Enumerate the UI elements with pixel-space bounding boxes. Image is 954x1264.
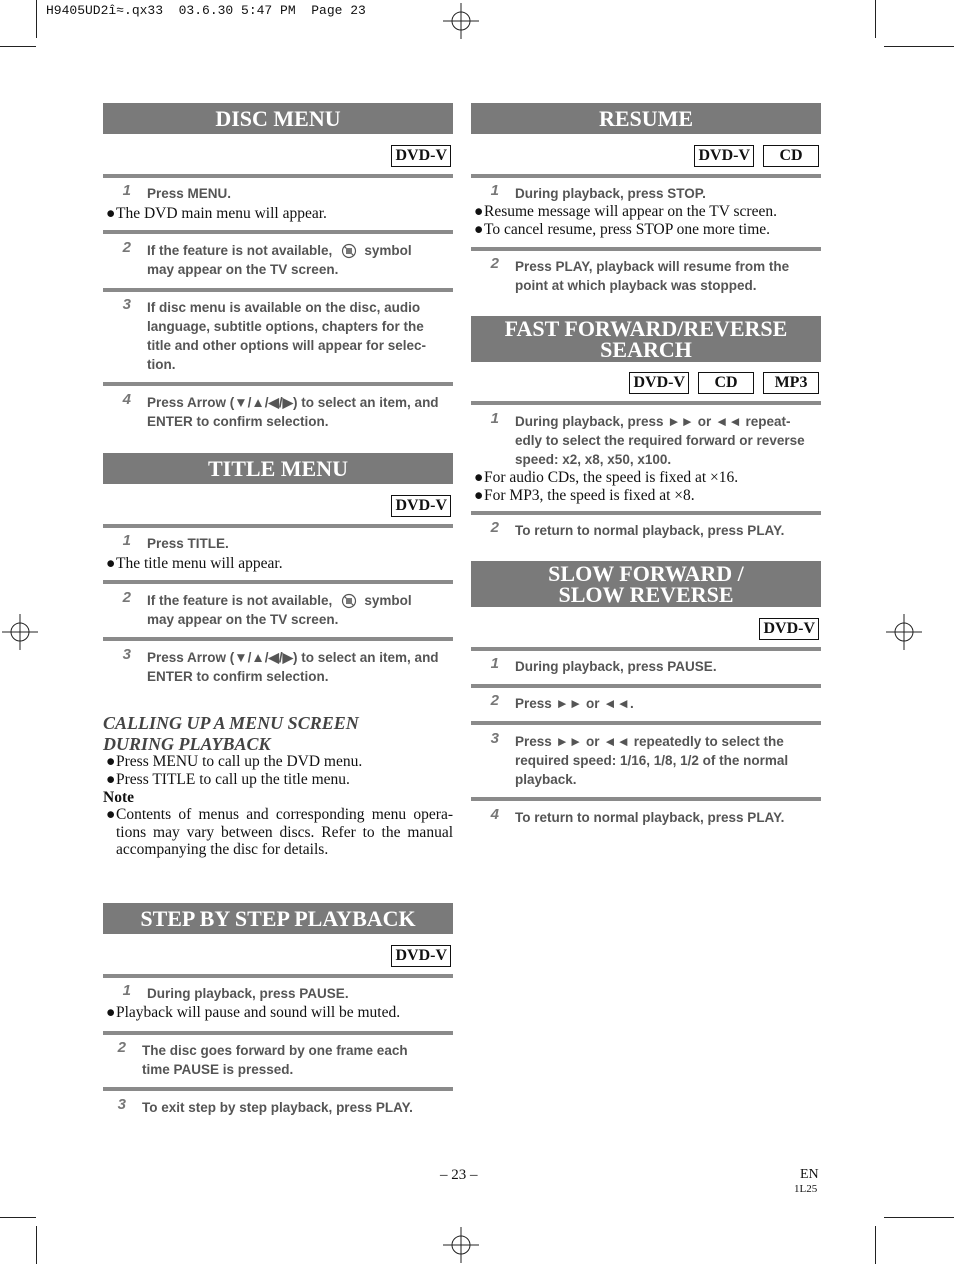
bullet-item: ● For MP3, the speed is fixed at ×8. bbox=[474, 486, 695, 504]
step-text: Press PLAY, playback will resume from the point at which playback was stopped. bbox=[515, 259, 790, 293]
step-text: Press Arrow (▼/▲/◀/▶) to select an item, and ENTER to confirm selection. bbox=[147, 395, 439, 429]
step-text: If disc menu is available on the disc, audio language, subtitle options, chapters for the title and other options will appear for selec-tion. bbox=[147, 300, 427, 372]
step-2 bbox=[471, 694, 821, 713]
step-number: 2 bbox=[122, 239, 131, 256]
step-number: 2 bbox=[117, 1039, 126, 1056]
bullet-list bbox=[106, 555, 453, 573]
step-number: 1 bbox=[122, 532, 131, 549]
divider bbox=[103, 288, 453, 292]
divider bbox=[103, 174, 453, 178]
bullet-item: ● The title menu will appear. bbox=[106, 555, 283, 572]
divider bbox=[103, 524, 453, 528]
step-text: Press TITLE. bbox=[147, 536, 229, 551]
badge-dvd-v: DVD-V bbox=[391, 145, 451, 167]
badge-dvd-v: DVD-V bbox=[629, 372, 689, 394]
disc-menu-heading: DISC MENU bbox=[103, 103, 453, 134]
step-2 bbox=[471, 257, 821, 295]
divider bbox=[471, 401, 821, 405]
step-3 bbox=[103, 648, 453, 686]
divider bbox=[103, 580, 453, 584]
title-menu-heading: TITLE MENU bbox=[103, 453, 453, 484]
divider bbox=[471, 797, 821, 801]
step-text: During playback, press PAUSE. bbox=[147, 986, 349, 1001]
slow-heading: SLOW FORWARD / SLOW REVERSE bbox=[471, 561, 821, 607]
step-text: To return to normal playback, press PLAY. bbox=[515, 523, 785, 538]
crop-mark bbox=[0, 1217, 36, 1218]
crop-mark bbox=[875, 1226, 876, 1264]
step-2 bbox=[103, 591, 453, 629]
prohibited-hand-icon bbox=[340, 243, 358, 259]
step-number: 1 bbox=[122, 982, 131, 999]
step-2 bbox=[98, 1041, 453, 1079]
step-3 bbox=[98, 1098, 453, 1117]
divider bbox=[471, 511, 821, 515]
bullet-item: ● To cancel resume, press STOP one more time. bbox=[474, 220, 771, 238]
prohibited-hand-icon bbox=[340, 593, 358, 609]
note-text bbox=[106, 806, 453, 859]
badge-dvd-v: DVD-V bbox=[391, 495, 451, 517]
badge-dvd-v: DVD-V bbox=[391, 945, 451, 967]
divider bbox=[471, 247, 821, 251]
bullet-item: ● Playback will pause and sound will be muted. bbox=[106, 1004, 401, 1021]
divider bbox=[103, 230, 453, 234]
divider bbox=[471, 647, 821, 651]
resume-heading: RESUME bbox=[471, 103, 821, 134]
step-1 bbox=[103, 984, 453, 1003]
step-text: During playback, press PAUSE. bbox=[515, 659, 717, 674]
resume-badges bbox=[694, 145, 819, 167]
note-label: Note bbox=[103, 789, 134, 806]
step-number: 1 bbox=[490, 182, 499, 199]
crop-mark bbox=[884, 1217, 954, 1218]
divider bbox=[103, 382, 453, 386]
step-number: 2 bbox=[122, 589, 131, 606]
step-1 bbox=[471, 412, 821, 469]
registration-mark-icon bbox=[886, 614, 922, 650]
divider bbox=[103, 1087, 453, 1091]
step-number: 1 bbox=[490, 410, 499, 427]
step-text: During playback, press STOP. bbox=[515, 186, 706, 201]
divider bbox=[103, 637, 453, 641]
divider bbox=[103, 974, 453, 978]
slow-badges bbox=[759, 618, 819, 640]
crop-mark bbox=[36, 0, 37, 38]
step-number: 3 bbox=[490, 730, 499, 747]
registration-mark-icon bbox=[443, 1227, 479, 1263]
title-menu-badges bbox=[391, 495, 451, 517]
step-text: Press Arrow (▼/▲/◀/▶) to select an item, and ENTER to confirm selection. bbox=[147, 650, 439, 684]
disc-menu-badges bbox=[391, 145, 451, 167]
step-number: 1 bbox=[490, 655, 499, 672]
divider bbox=[471, 174, 821, 178]
bullet-item: ● Press MENU to call up the DVD menu. bbox=[106, 753, 363, 770]
step-3 bbox=[103, 298, 453, 374]
bullet-list bbox=[106, 753, 453, 788]
bullet-item: ● The DVD main menu will appear. bbox=[106, 205, 327, 222]
step-text: During playback, press ►► or ◄◄ repeat-edly to select the required forward or reverse speed: x2, x8, x50, x100. bbox=[515, 414, 805, 467]
language-code: EN bbox=[800, 1167, 819, 1182]
step-text: To exit step by step playback, press PLAY. bbox=[142, 1100, 413, 1115]
step-1 bbox=[103, 534, 453, 553]
badge-mp3: MP3 bbox=[763, 372, 819, 394]
step-number: 3 bbox=[117, 1096, 126, 1113]
step-number: 1 bbox=[122, 182, 131, 199]
bullet-list bbox=[474, 469, 821, 504]
step-text: Press MENU. bbox=[147, 186, 232, 201]
bullet-list bbox=[106, 1004, 453, 1022]
step-1 bbox=[471, 657, 821, 676]
bullet-item: ● Resume message will appear on the TV screen. bbox=[474, 203, 777, 220]
badge-dvd-v: DVD-V bbox=[759, 618, 819, 640]
step-number: 2 bbox=[490, 692, 499, 709]
step-4 bbox=[103, 393, 453, 431]
step-text: If the feature is not available, symbol may appear on the TV screen. bbox=[147, 593, 412, 627]
bullet-item: ● For audio CDs, the speed is fixed at ×16. bbox=[474, 469, 739, 486]
model-code: 1L25 bbox=[794, 1183, 818, 1195]
divider bbox=[471, 684, 821, 688]
registration-mark-icon bbox=[2, 614, 38, 650]
registration-mark-icon bbox=[443, 3, 479, 39]
step-number: 2 bbox=[490, 519, 499, 536]
bullet-list bbox=[106, 205, 453, 223]
calling-up-heading: CALLING UP A MENU SCREEN DURING PLAYBACK bbox=[103, 713, 359, 754]
step-text: The disc goes forward by one frame each time PAUSE is pressed. bbox=[142, 1043, 408, 1077]
badge-dvd-v: DVD-V bbox=[694, 145, 754, 167]
page-number: – 23 – bbox=[440, 1167, 478, 1183]
bullet-item: ● Contents of menus and corresponding menu opera-tions may vary between discs. Refer to the manual accompanying the disc for details. bbox=[106, 806, 453, 858]
fast-forward-heading: FAST FORWARD/REVERSE SEARCH bbox=[471, 316, 821, 362]
step-4 bbox=[471, 808, 821, 827]
step-number: 3 bbox=[122, 296, 131, 313]
badge-cd: CD bbox=[698, 372, 754, 394]
bullet-list bbox=[474, 203, 821, 238]
step-text: To return to normal playback, press PLAY. bbox=[515, 810, 785, 825]
fast-forward-badges bbox=[629, 372, 819, 394]
step-2 bbox=[103, 241, 453, 279]
step-3 bbox=[471, 732, 821, 789]
step-by-step-badges bbox=[391, 945, 451, 967]
step-2 bbox=[471, 521, 821, 540]
step-1 bbox=[471, 184, 821, 203]
step-1 bbox=[103, 184, 453, 203]
crop-mark bbox=[875, 0, 876, 38]
crop-mark bbox=[0, 46, 36, 47]
step-number: 4 bbox=[122, 391, 131, 408]
bullet-item: ● Press TITLE to call up the title menu. bbox=[106, 770, 350, 788]
divider bbox=[471, 721, 821, 725]
step-by-step-heading: STEP BY STEP PLAYBACK bbox=[103, 903, 453, 934]
step-text: If the feature is not available, symbol may appear on the TV screen. bbox=[147, 243, 412, 277]
crop-mark bbox=[884, 46, 954, 47]
step-number: 2 bbox=[490, 255, 499, 272]
crop-mark bbox=[36, 1226, 37, 1264]
step-number: 4 bbox=[490, 806, 499, 823]
step-text: Press ►► or ◄◄ repeatedly to select the required speed: 1/16, 1/8, 1/2 of the normal playback. bbox=[515, 734, 789, 787]
step-number: 3 bbox=[122, 646, 131, 663]
divider bbox=[103, 1031, 453, 1035]
step-text: Press ►► or ◄◄. bbox=[515, 696, 634, 711]
badge-cd: CD bbox=[763, 145, 819, 167]
file-header: H9405UD2î≈.qx33 03.6.30 5:47 PM Page 23 bbox=[46, 3, 366, 18]
